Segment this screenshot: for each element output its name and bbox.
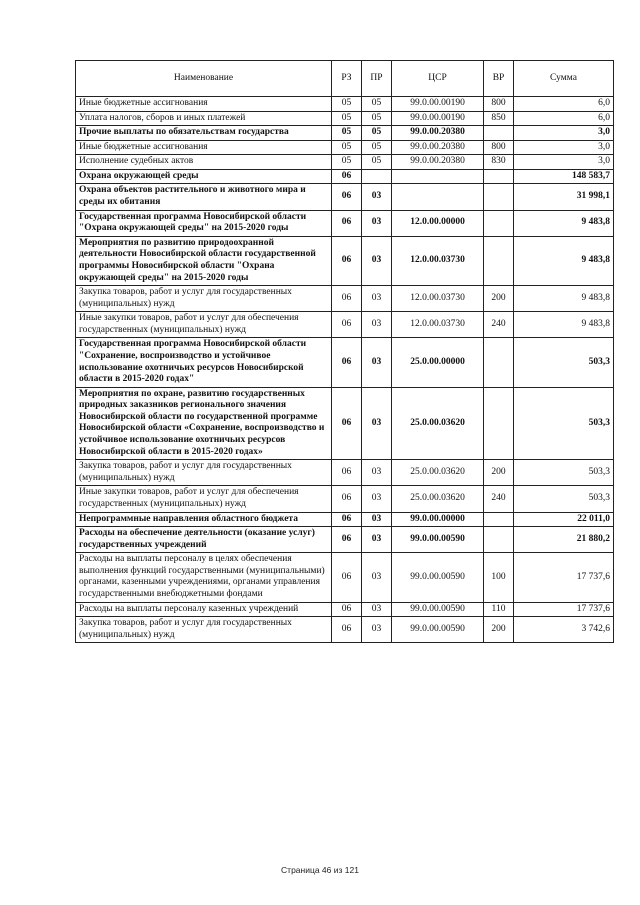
cell-sum: 9 483,8 — [514, 236, 614, 285]
cell-csr: 12.0.00.03730 — [392, 286, 484, 312]
cell-rz: 06 — [332, 387, 362, 459]
cell-rz: 05 — [332, 111, 362, 126]
cell-pr: 03 — [362, 617, 392, 643]
cell-sum: 17 737,6 — [514, 553, 614, 602]
table-row — [76, 312, 614, 338]
cell-name: Расходы на обеспечение деятельности (оказание услуг) государственных учреждений — [76, 527, 332, 553]
cell-name: Исполнение судебных актов — [76, 155, 332, 170]
cell-pr: 03 — [362, 286, 392, 312]
cell-rz: 06 — [332, 236, 362, 285]
cell-pr: 05 — [362, 126, 392, 141]
cell-vr: 240 — [484, 486, 514, 512]
table-row — [76, 97, 614, 112]
table-row — [76, 486, 614, 512]
cell-csr: 12.0.00.03730 — [392, 312, 484, 338]
cell-rz: 06 — [332, 286, 362, 312]
cell-sum: 31 998,1 — [514, 184, 614, 210]
table-row — [76, 553, 614, 602]
cell-sum: 503,3 — [514, 486, 614, 512]
cell-csr: 99.0.00.00000 — [392, 512, 484, 527]
cell-rz: 06 — [332, 512, 362, 527]
cell-name: Иные бюджетные ассигнования — [76, 140, 332, 155]
cell-sum: 503,3 — [514, 387, 614, 459]
table-row — [76, 155, 614, 170]
cell-vr — [484, 527, 514, 553]
cell-name: Расходы на выплаты персоналу в целях обеспечения выполнения функций государственными (муниципальными) органами, казенными учреждениями, органами управления государственными внебюджетными фондами — [76, 553, 332, 602]
cell-vr — [484, 184, 514, 210]
cell-name: Иные закупки товаров, работ и услуг для обеспечения государственных (муниципальных) нужд — [76, 486, 332, 512]
cell-name: Уплата налогов, сборов и иных платежей — [76, 111, 332, 126]
table-row — [76, 387, 614, 459]
cell-name: Непрограммные направления областного бюджета — [76, 512, 332, 527]
cell-name: Мероприятия по охране, развитию государственных природных заказников регионального значения Новосибирской области по государственной программе Новосибирской области «Сохранение, воспроизводство и устойчивое использование охотничьих ресурсов Новосибирской области в 2015-2020 годах» — [76, 387, 332, 459]
cell-csr: 25.0.00.03620 — [392, 460, 484, 486]
cell-name: Охрана объектов растительного и животного мира и среды их обитания — [76, 184, 332, 210]
cell-vr: 830 — [484, 155, 514, 170]
cell-name: Закупка товаров, работ и услуг для государственных (муниципальных) нужд — [76, 460, 332, 486]
cell-rz: 06 — [332, 617, 362, 643]
table-row — [76, 169, 614, 184]
cell-pr: 03 — [362, 602, 392, 617]
cell-rz: 05 — [332, 155, 362, 170]
cell-rz: 06 — [332, 527, 362, 553]
cell-vr: 800 — [484, 97, 514, 112]
cell-vr — [484, 387, 514, 459]
table-row — [76, 460, 614, 486]
cell-rz: 05 — [332, 126, 362, 141]
cell-rz: 06 — [332, 460, 362, 486]
cell-vr: 200 — [484, 286, 514, 312]
cell-sum: 9 483,8 — [514, 210, 614, 236]
cell-vr: 100 — [484, 553, 514, 602]
table-row — [76, 126, 614, 141]
table-row — [76, 338, 614, 387]
cell-sum: 3,0 — [514, 155, 614, 170]
header-csr: ЦСР — [392, 61, 484, 97]
cell-pr: 05 — [362, 140, 392, 155]
cell-name: Прочие выплаты по обязательствам государства — [76, 126, 332, 141]
cell-csr: 99.0.00.00590 — [392, 553, 484, 602]
cell-csr: 99.0.00.00590 — [392, 602, 484, 617]
cell-pr: 03 — [362, 486, 392, 512]
cell-sum: 3 742,6 — [514, 617, 614, 643]
cell-vr — [484, 169, 514, 184]
cell-pr: 03 — [362, 210, 392, 236]
cell-pr: 05 — [362, 111, 392, 126]
header-name: Наименование — [76, 61, 332, 97]
cell-vr — [484, 210, 514, 236]
cell-vr — [484, 126, 514, 141]
cell-sum: 6,0 — [514, 111, 614, 126]
cell-sum: 503,3 — [514, 338, 614, 387]
cell-csr — [392, 169, 484, 184]
cell-rz: 06 — [332, 312, 362, 338]
header-rz: РЗ — [332, 61, 362, 97]
table-header-row — [76, 61, 614, 97]
table-row — [76, 184, 614, 210]
cell-csr: 99.0.00.20380 — [392, 140, 484, 155]
cell-name: Мероприятия по развитию природоохранной деятельности Новосибирской области государственной программы Новосибирской области "Охрана окружающей среды" на 2015-2020 годы — [76, 236, 332, 285]
cell-csr — [392, 184, 484, 210]
header-sum: Сумма — [514, 61, 614, 97]
table-row — [76, 527, 614, 553]
cell-sum: 9 483,8 — [514, 312, 614, 338]
cell-pr: 05 — [362, 97, 392, 112]
cell-name: Расходы на выплаты персоналу казенных учреждений — [76, 602, 332, 617]
cell-pr: 03 — [362, 460, 392, 486]
cell-sum: 17 737,6 — [514, 602, 614, 617]
cell-pr: 03 — [362, 527, 392, 553]
cell-vr: 110 — [484, 602, 514, 617]
cell-vr: 240 — [484, 312, 514, 338]
cell-name: Иные бюджетные ассигнования — [76, 97, 332, 112]
cell-csr: 25.0.00.00000 — [392, 338, 484, 387]
table-row — [76, 286, 614, 312]
cell-name: Государственная программа Новосибирской области "Охрана окружающей среды" на 2015-2020 годы — [76, 210, 332, 236]
table-row — [76, 210, 614, 236]
cell-rz: 06 — [332, 486, 362, 512]
cell-csr: 99.0.00.20380 — [392, 155, 484, 170]
cell-name: Закупка товаров, работ и услуг для государственных (муниципальных) нужд — [76, 617, 332, 643]
cell-csr: 12.0.00.00000 — [392, 210, 484, 236]
budget-table — [75, 60, 614, 643]
cell-sum: 3,0 — [514, 140, 614, 155]
cell-rz: 06 — [332, 210, 362, 236]
cell-rz: 06 — [332, 602, 362, 617]
cell-pr: 03 — [362, 338, 392, 387]
cell-csr: 12.0.00.03730 — [392, 236, 484, 285]
table-row — [76, 512, 614, 527]
cell-rz: 05 — [332, 97, 362, 112]
cell-vr: 800 — [484, 140, 514, 155]
cell-sum: 148 583,7 — [514, 169, 614, 184]
cell-csr: 99.0.00.00190 — [392, 97, 484, 112]
cell-pr: 03 — [362, 387, 392, 459]
cell-pr: 03 — [362, 184, 392, 210]
cell-vr: 850 — [484, 111, 514, 126]
page-footer: Страница 46 из 121 — [281, 865, 359, 875]
cell-csr: 99.0.00.20380 — [392, 126, 484, 141]
cell-pr: 03 — [362, 512, 392, 527]
cell-rz: 06 — [332, 553, 362, 602]
cell-pr: 03 — [362, 553, 392, 602]
cell-name: Иные закупки товаров, работ и услуг для обеспечения государственных (муниципальных) нужд — [76, 312, 332, 338]
cell-pr: 03 — [362, 236, 392, 285]
cell-csr: 25.0.00.03620 — [392, 486, 484, 512]
cell-rz: 06 — [332, 169, 362, 184]
cell-vr — [484, 236, 514, 285]
cell-name: Закупка товаров, работ и услуг для государственных (муниципальных) нужд — [76, 286, 332, 312]
table-row — [76, 602, 614, 617]
cell-pr: 03 — [362, 312, 392, 338]
cell-csr: 99.0.00.00590 — [392, 617, 484, 643]
cell-csr: 99.0.00.00190 — [392, 111, 484, 126]
cell-sum: 9 483,8 — [514, 286, 614, 312]
cell-sum: 6,0 — [514, 97, 614, 112]
cell-pr — [362, 169, 392, 184]
cell-sum: 503,3 — [514, 460, 614, 486]
table-row — [76, 617, 614, 643]
header-pr: ПР — [362, 61, 392, 97]
header-vr: ВР — [484, 61, 514, 97]
cell-sum: 3,0 — [514, 126, 614, 141]
cell-vr: 200 — [484, 617, 514, 643]
cell-sum: 22 011,0 — [514, 512, 614, 527]
cell-rz: 05 — [332, 140, 362, 155]
cell-sum: 21 880,2 — [514, 527, 614, 553]
table-body — [76, 97, 614, 643]
table-row — [76, 140, 614, 155]
cell-csr: 25.0.00.03620 — [392, 387, 484, 459]
cell-rz: 06 — [332, 184, 362, 210]
cell-vr — [484, 512, 514, 527]
table-row — [76, 111, 614, 126]
table-row — [76, 236, 614, 285]
cell-rz: 06 — [332, 338, 362, 387]
cell-name: Государственная программа Новосибирской области "Сохранение, воспроизводство и устойчивое использование охотничьих ресурсов Новосибирской области в 2015-2020 годах" — [76, 338, 332, 387]
cell-pr: 05 — [362, 155, 392, 170]
cell-csr: 99.0.00.00590 — [392, 527, 484, 553]
cell-vr — [484, 338, 514, 387]
cell-name: Охрана окружающей среды — [76, 169, 332, 184]
cell-vr: 200 — [484, 460, 514, 486]
